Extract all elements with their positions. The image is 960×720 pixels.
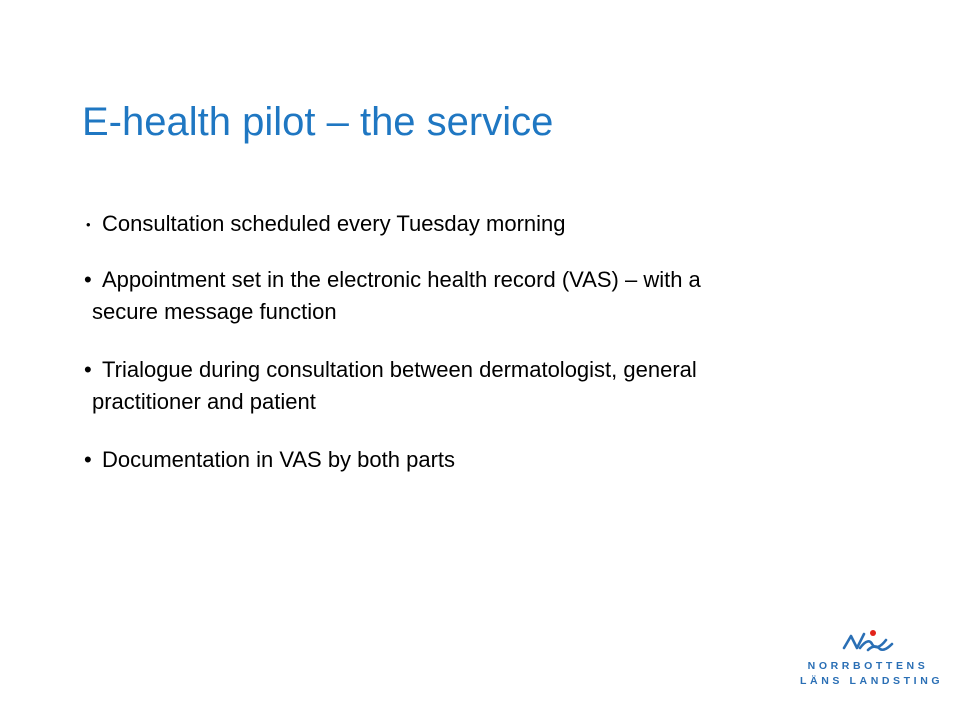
bullet-text-continued: practitioner and patient bbox=[92, 389, 316, 414]
bullet-item bbox=[82, 264, 862, 328]
bullet-dot: • bbox=[84, 267, 92, 292]
slide-title: E-health pilot – the service bbox=[82, 100, 554, 144]
logo-text-line2: LÄNS LANDSTING bbox=[800, 675, 944, 687]
bullet-text: Trialogue during consultation between dermatologist, general bbox=[102, 357, 697, 382]
bullet-text: Appointment set in the electronic health record (VAS) – with a bbox=[102, 267, 701, 292]
norrbotten-mountain-logo-icon bbox=[842, 628, 894, 652]
bullet-item bbox=[82, 444, 862, 476]
bullet-list bbox=[82, 208, 862, 476]
bullet-item bbox=[82, 208, 862, 240]
bullet-item bbox=[82, 354, 862, 418]
bullet-text: Documentation in VAS by both parts bbox=[102, 447, 456, 472]
bullet-text-continued: secure message function bbox=[92, 299, 337, 324]
bullet-dot: • bbox=[84, 357, 92, 382]
bullet-text: Consultation scheduled every Tuesday morning bbox=[102, 211, 566, 236]
logo-text-line1: NORRBOTTENS bbox=[807, 660, 929, 672]
bullet-dot: • bbox=[86, 217, 91, 232]
norrbottens-lans-landsting-logo bbox=[800, 628, 944, 688]
bullet-dot: • bbox=[84, 447, 92, 472]
